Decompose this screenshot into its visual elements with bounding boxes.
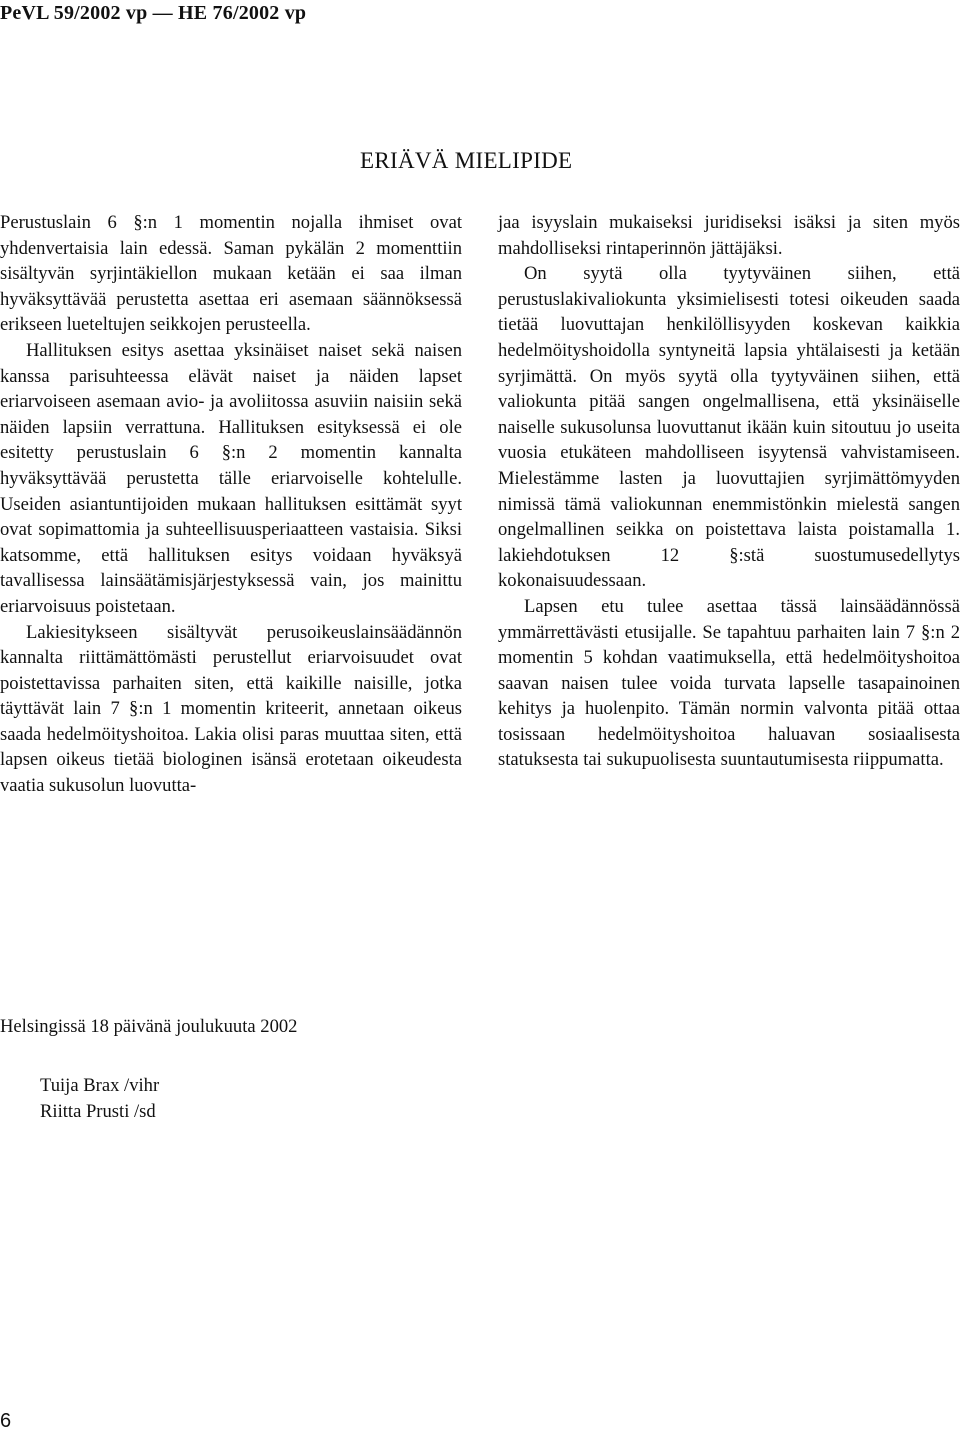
signer-name: Riitta Prusti /sd <box>40 1101 156 1122</box>
left-paragraph-1: Perustuslain 6 §:n 1 momentin nojalla ihmiset ovat yhdenvertaisia lain edessä. Saman pykälän 2 momenttiin sisältyvän syrjintäkiellon mukaan ketään ei saa ilman hyväksyttävää perustetta asettaa eri asemaan säännöksessä erikseen lueteltujen seikkojen perusteella. <box>0 212 462 336</box>
page-number: 6 <box>0 1410 12 1432</box>
left-paragraph-3: Lakiesitykseen sisältyvät perusoikeuslainsäädännön kannalta riittämättömästi perustellut eriarvoisuudet ovat poistettavissa parhaiten siten, että kaikille naisille, jotka täyttävät lain 7 §:n 1 momentin kriteerit, annetaan oikeus saada hedelmöityshoitoa. Lakia olisi paras muuttaa siten, että lapsen oikeus tietää biologinen isänsä erotetaan oikeudesta vaatia sukusolun luovutta- <box>0 621 462 797</box>
left-column <box>0 210 462 799</box>
left-paragraph-2: Hallituksen esitys asettaa yksinäiset naiset sekä naisen kanssa parisuhteessa elävät naiset ja näiden lapset eriarvoiseen asemaan avio- ja avoliitossa asuviin naisiin sekä näiden lapsiin verrattuna. Hallituksen esityksessä ei ole esitetty perustuslain 6 §:n 2 momentin kannalta hyväksyttävää perustetta tälle eriarvoiselle kohtelulle. Useiden asiantuntijoiden mukaan hallituksen esittämät syyt ovat sopimattomia ja suhteellisuusperiaatteen vastaisia. Siksi katsomme, että hallituksen esitys voidaan hyväksyä tavallisessa lainsäätämisjärjestyksessä vain, jos mainittu eriarvoisuus poistetaan. <box>0 339 462 617</box>
right-paragraph-3: Lapsen etu tulee asettaa tässä lainsäädännössä ymmärrettävästi etusijalle. Se tapahtuu parhaiten lain 7 §:n 2 momentin 5 kohdan vaatimuksella, että hedelmöityshoitoa saavan naisen tulee voida turvata lapselle tasapainoinen kehitys ja huolenpito. Tämän normin valvonta pitää ottaa tosissaan hedelmöityshoitoa haluavan sosiaalisesta statuksesta tai sukupuolisesta suuntautumisesta riippumatta. <box>498 595 960 771</box>
running-header: PeVL 59/2002 vp — HE 76/2002 vp <box>0 2 307 24</box>
right-paragraph-1: jaa isyyslain mukaiseksi juridiseksi isäksi ja siten myös mahdolliseksi rintaperinnön jättäjäksi. <box>498 212 960 259</box>
signers-list <box>40 1073 159 1125</box>
right-column <box>498 210 960 773</box>
place-and-date: Helsingissä 18 päivänä joulukuuta 2002 <box>0 1016 298 1037</box>
right-paragraph-2: On syytä olla tyytyväinen siihen, että perustuslakivaliokunta yksimielisesti totesi oikeuden saada tietää luovuttajan henkilöllisyyden koskevan kaikkia hedelmöityshoidolla syntyneitä lapsia yhtälaisesti ja ketään syrjimättä. On myös syytä olla tyytyväinen siihen, että valiokunta pitää sangen ongelmallisena, että yksinäiselle naiselle sukusolunsa luovuttanut ikään kuin sitoutuu jo useita vuosia etukäteen mahdolliseen isyytensä vahvistamiseen. Mielestämme lasten ja luovuttajien syrjimättömyyden nimissä tämä valiokunnan enemmistönkin mielestä sangen ongelmallinen seikka on poistettava laista poistamalla 1. lakiehdotuksen 12 §:stä suostumusedellytys kokonaisuudessaan. <box>498 263 960 592</box>
section-title: ERIÄVÄ MIELIPIDE <box>360 148 573 173</box>
signer-name: Tuija Brax /vihr <box>40 1075 160 1096</box>
